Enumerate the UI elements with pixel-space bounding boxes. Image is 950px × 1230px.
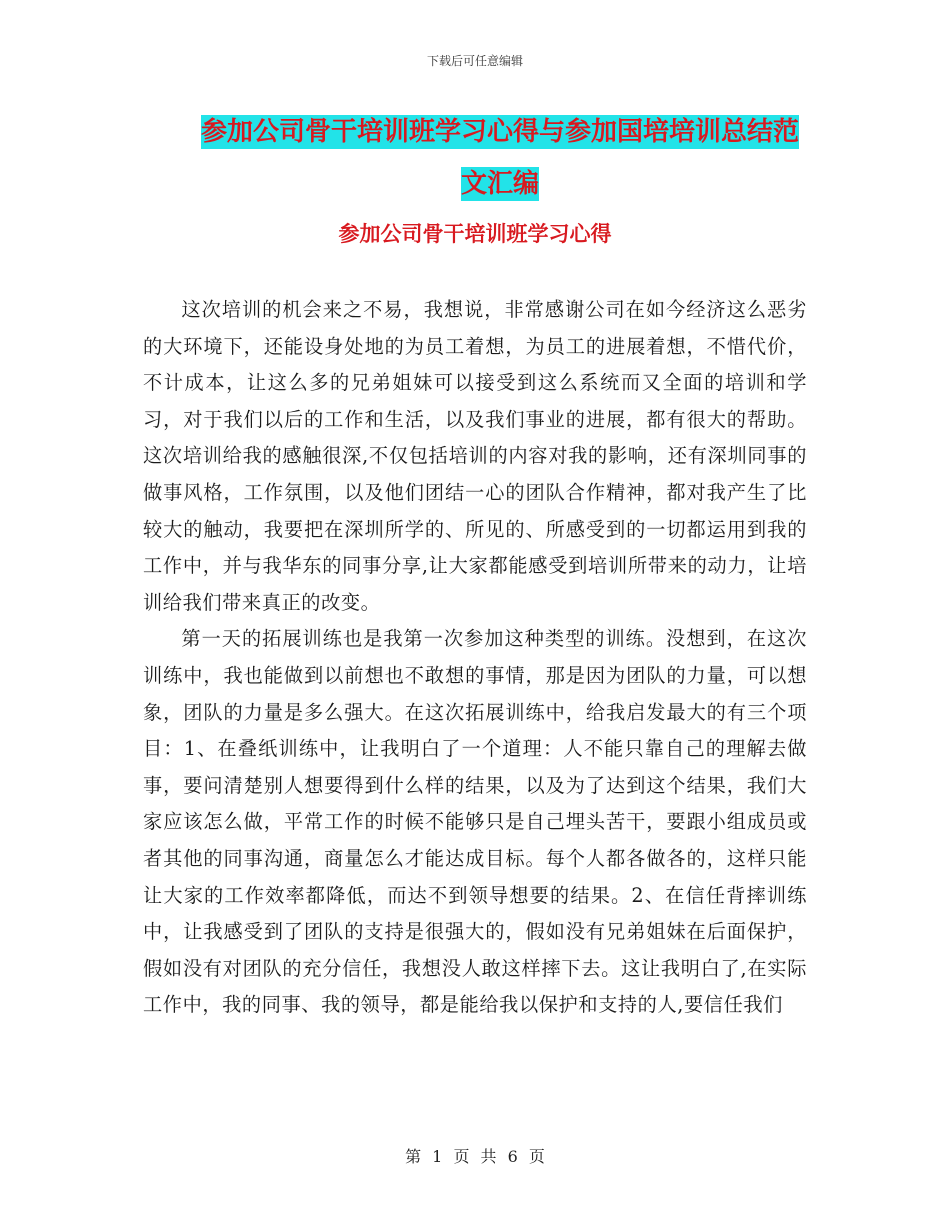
page-footer-page-number: 第 1 页 共 6 页 xyxy=(405,1147,545,1166)
section-title: 参加公司骨干培训班学习心得 xyxy=(338,222,612,246)
page-header-note: 下载后可任意编辑 xyxy=(426,54,523,68)
document-body xyxy=(143,292,807,1024)
document-title xyxy=(190,106,810,210)
body-paragraph-2: 第一天的拓展训练也是我第一次参加这种类型的训练。没想到，在这次训练中，我也能做到以前想也不敢想的事情，那是因为团队的力量，可以想象，团队的力量是多么强大。在这次拓展训练中，给我启发最大的有三个项目：1、在叠纸训练中，让我明白了一个道理：人不能只靠自己的理解去做事，要问清楚别人想要得到什么样的结果，以及为了达到这个结果，我们大家应该怎么做，平常工作的时候不能够只是自己埋头苦干，要跟小组成员或者其他的同事沟通，商量怎么才能达成目标。每个人都各做各的，这样只能让大家的工作效率都降低，而达不到领导想要的结果。2、在信任背摔训练中，让我感受到了团队的支持是很强大的，假如没有兄弟姐妹在后面保护，假如没有对团队的充分信任，我想没人敢这样摔下去。这让我明白了,在实际工作中，我的同事、我的领导，都是能给我以保护和支持的人,要信任我们 xyxy=(143,627,807,1017)
document-title-text: 参加公司骨干培训班学习心得与参加国培培训总结范文汇编 xyxy=(200,117,799,199)
body-paragraph-1: 这次培训的机会来之不易，我想说，非常感谢公司在如今经济这么恶劣的大环境下，还能设身处地的为员工着想，为员工的进展着想，不惜代价，不计成本，让这么多的兄弟姐妹可以接受到这么系统而又全面的培训和学习，对于我们以后的工作和生活，以及我们事业的进展，都有很大的帮助。这次培训给我的感触很深,不仅包括培训的内容对我的影响，还有深圳同事的做事风格，工作氛围，以及他们团结一心的团队合作精神，都对我产生了比较大的触动，我要把在深圳所学的、所见的、所感受到的一切都运用到我的工作中，并与我华东的同事分享,让大家都能感受到培训所带来的动力，让培训给我们带来真正的改变。 xyxy=(143,298,807,614)
